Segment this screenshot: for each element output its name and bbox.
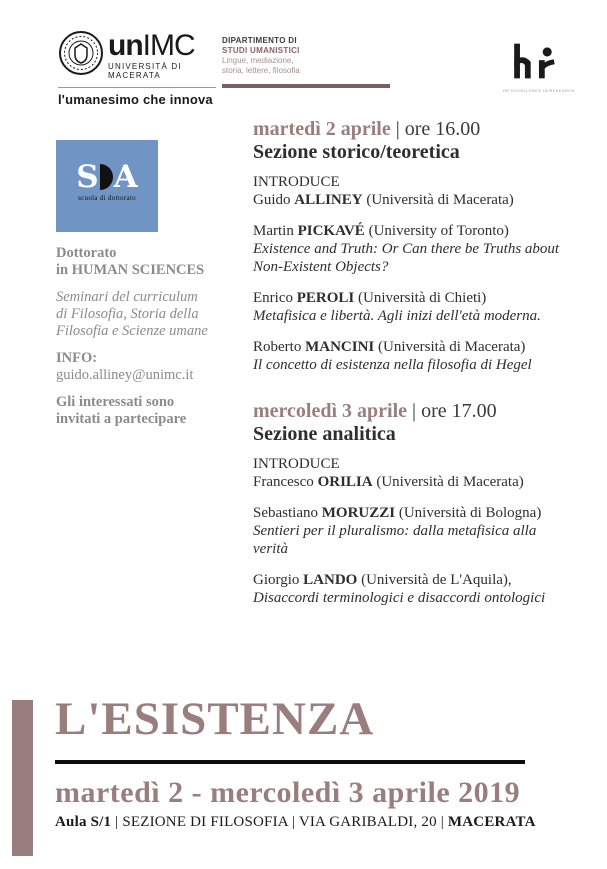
introducer-last-name: ALLINEY — [294, 192, 363, 208]
session-1 — [253, 118, 565, 374]
sda-logo — [56, 140, 158, 232]
unimc-seal-icon — [58, 30, 104, 81]
talk-title: Disaccordi terminologici e disaccordi ontologici — [253, 590, 546, 606]
speaker-entry — [253, 289, 565, 325]
doctorate-program-line1: Dottorato — [56, 245, 117, 261]
info-block — [56, 350, 231, 384]
speaker-entry — [253, 338, 565, 374]
hr-excellence-logo — [503, 42, 575, 93]
speaker-last-name: MORUZZI — [321, 505, 396, 521]
sda-letter-a: A — [113, 159, 138, 195]
session-2 — [253, 400, 565, 607]
session-1-date: martedì 2 aprile — [253, 118, 391, 140]
speaker-first-name: Sebastiano — [253, 505, 318, 521]
seminar-description-line2: di Filosofia, Storia della — [56, 306, 199, 322]
introducer-affiliation: (Università di Macerata) — [376, 474, 524, 490]
talk-title: Existence and Truth: Or Can there be Truths about Non-Existent Objects? — [253, 241, 560, 275]
speaker-entry — [253, 504, 565, 558]
introduce-label: INTRODUCE — [253, 456, 340, 472]
department-name-line1: DIPARTIMENTO DI — [222, 36, 297, 45]
seminar-description-line3: Filosofia e Scienze umane — [56, 323, 208, 339]
venue-section: SEZIONE DI FILOSOFIA — [122, 814, 288, 830]
speaker-last-name: PICKAVÉ — [297, 223, 365, 239]
talk-title: Sentieri per il pluralismo: dalla metafisica alla verità — [253, 523, 537, 557]
unimc-wordmark: unIMC — [108, 28, 195, 62]
speaker-affiliation: (Università di Bologna) — [398, 505, 542, 521]
doctorate-program — [56, 245, 231, 279]
department-subjects-line1: Lingue, mediazione, — [222, 56, 294, 65]
introducer-last-name: ORILIA — [317, 474, 373, 490]
sda-letter-d-icon — [100, 164, 113, 190]
speaker-affiliation: (Università de L'Aquila), — [361, 572, 512, 588]
hr-excellence-caption: HR EXCELLENCE IN RESEARCH — [503, 88, 575, 93]
introducer-first-name: Francesco — [253, 474, 314, 490]
introducer-first-name: Guido — [253, 192, 291, 208]
unimc-university-name: UNIVERSITÀ DI MACERATA — [108, 61, 182, 80]
sda-caption: scuola di dottorato — [78, 194, 136, 202]
session-2-date: mercoledì 3 aprile — [253, 400, 408, 422]
separator: | — [115, 814, 119, 830]
department-rule — [222, 84, 390, 88]
department-subjects-line2: storia, lettere, filosofia — [222, 66, 300, 75]
unimc-tagline: l'umanesimo che innova — [58, 92, 213, 107]
session-2-title: Sezione analitica — [253, 423, 396, 445]
talk-title: Metafisica e libertà. Agli inizi dell'età moderna. — [253, 308, 541, 324]
venue-city: MACERATA — [447, 814, 536, 830]
program-column — [253, 118, 565, 620]
unimc-logo — [58, 30, 218, 107]
info-email: guido.alliney@unimc.it — [56, 367, 194, 383]
speaker-entry — [253, 571, 565, 607]
doctorate-program-line2: in HUMAN SCIENCES — [56, 262, 205, 278]
session-1-date-line — [253, 118, 565, 141]
session-2-introducer — [253, 455, 565, 491]
participation-note — [56, 394, 231, 428]
speaker-affiliation: (University of Toronto) — [368, 223, 509, 239]
speaker-first-name: Roberto — [253, 339, 302, 355]
introduce-label: INTRODUCE — [253, 174, 340, 190]
footer-accent-bar — [12, 700, 33, 856]
speaker-affiliation: (Università di Macerata) — [378, 339, 526, 355]
speaker-affiliation: (Università di Chieti) — [358, 290, 487, 306]
speaker-last-name: MANCINI — [305, 339, 375, 355]
session-1-introducer — [253, 173, 565, 209]
session-1-time: ore 16.00 — [404, 118, 481, 140]
venue-room: Aula S/1 — [55, 814, 112, 830]
venue-address: VIA GARIBALDI, 20 — [298, 814, 437, 830]
talk-title: Il concetto di esistenza nella filosofia di Hegel — [253, 357, 532, 373]
info-label: INFO: — [56, 350, 98, 366]
event-venue — [55, 814, 575, 831]
separator: | — [412, 400, 417, 422]
participation-note-line1: Gli interessati sono — [56, 394, 175, 410]
sidebar — [56, 140, 236, 428]
department-name-line2: STUDI UMANISTICI — [222, 46, 300, 55]
department-block — [222, 36, 394, 88]
separator: | — [395, 118, 400, 140]
footer-rule — [55, 760, 525, 764]
session-1-title: Sezione storico/teoretica — [253, 141, 460, 163]
separator: | — [440, 814, 444, 830]
unimc-divider — [58, 87, 216, 88]
event-dates: martedì 2 - mercoledì 3 aprile 2019 — [55, 776, 521, 809]
sda-letter-s: S — [76, 159, 99, 195]
speaker-first-name: Giorgio — [253, 572, 300, 588]
session-2-time: ore 17.00 — [421, 400, 497, 422]
seminar-description — [56, 289, 231, 340]
seminar-description-line1: Seminari del curriculum — [56, 289, 198, 305]
speaker-first-name: Enrico — [253, 290, 293, 306]
event-title: L'ESISTENZA — [55, 693, 375, 745]
participation-note-line2: invitati a partecipare — [56, 411, 187, 427]
speaker-entry — [253, 222, 565, 276]
footer — [55, 694, 575, 831]
speaker-last-name: PEROLI — [296, 290, 355, 306]
speaker-first-name: Martin — [253, 223, 294, 239]
introducer-affiliation: (Università di Macerata) — [366, 192, 514, 208]
hr-excellence-icon — [509, 67, 559, 84]
session-2-date-line — [253, 400, 565, 423]
separator: | — [291, 814, 296, 830]
speaker-last-name: LANDO — [303, 572, 358, 588]
